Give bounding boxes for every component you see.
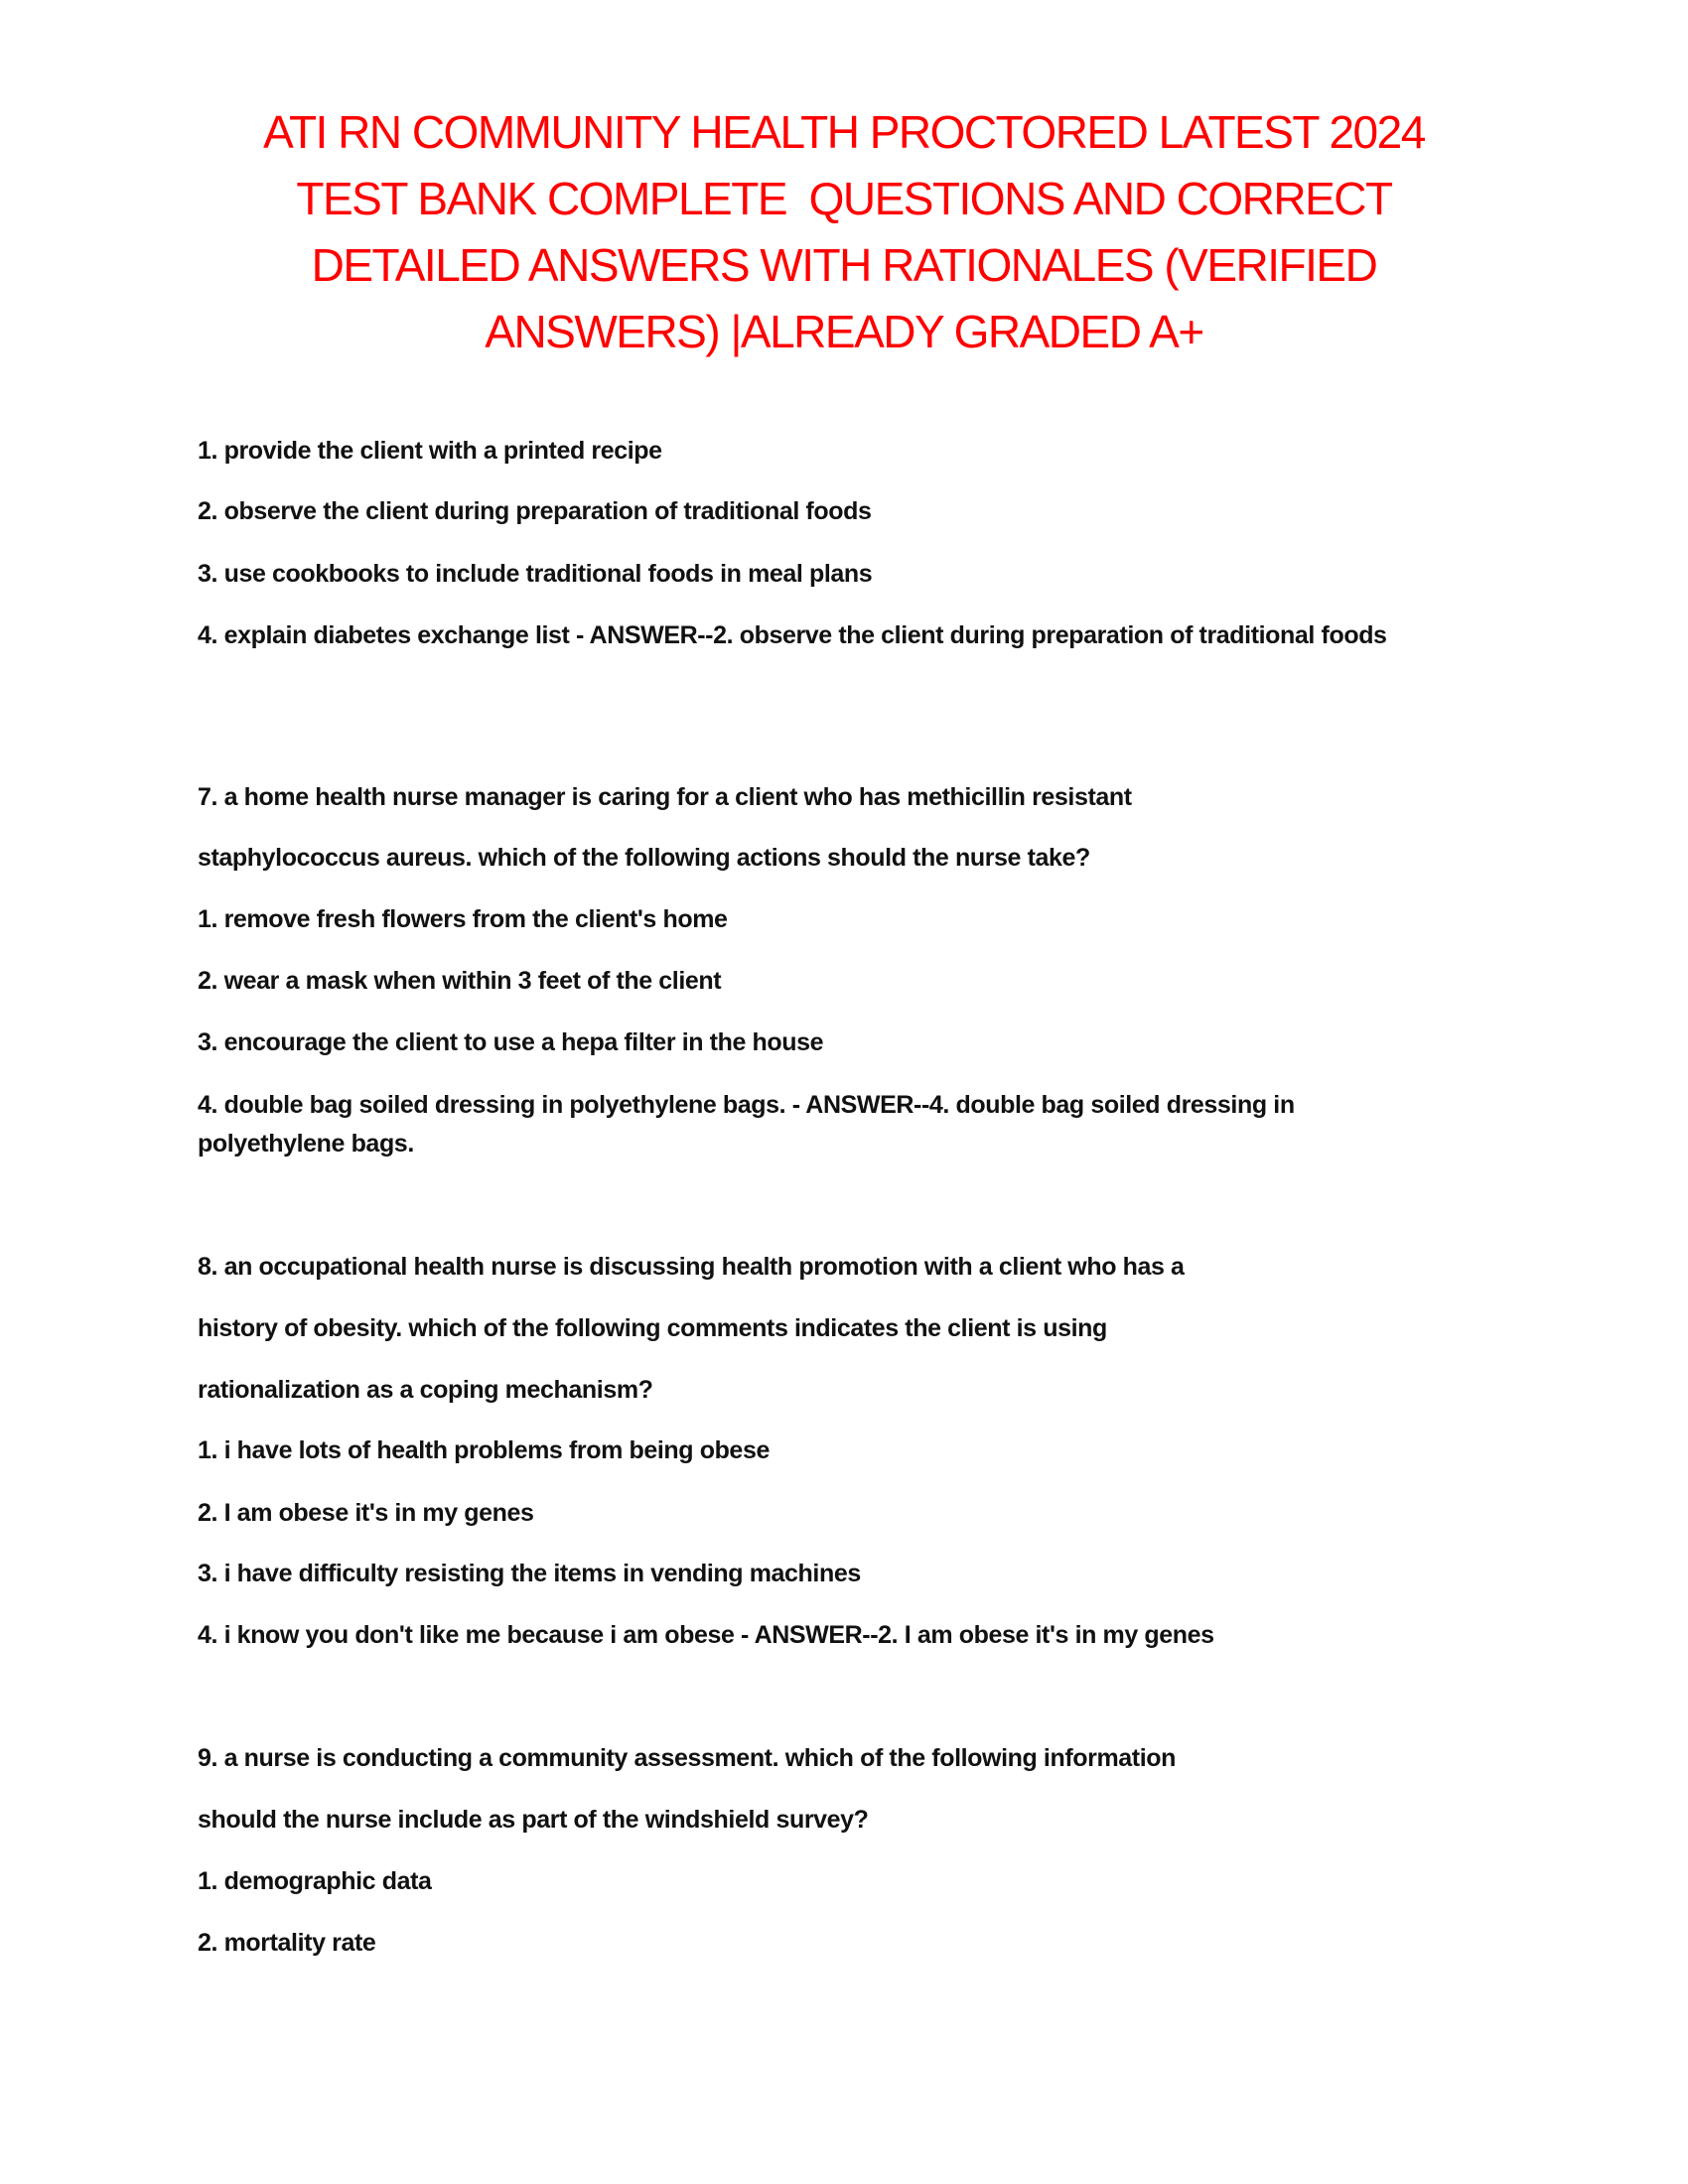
answer-option-with-answer: 4. i know you don't like me because i am obese - ANSWER--2. I am obese it's in my genes	[198, 1621, 1214, 1649]
title-line: ANSWERS) |ALREADY GRADED A+	[485, 306, 1203, 357]
answer-option: 1. remove fresh flowers from the client's home	[198, 905, 728, 933]
question-stem: should the nurse include as part of the windshield survey?	[198, 1806, 869, 1834]
answer-option: 2. wear a mask when within 3 feet of the client	[198, 967, 722, 995]
question-stem: rationalization as a coping mechanism?	[198, 1376, 653, 1404]
question-stem: staphylococcus aureus. which of the following actions should the nurse take?	[198, 844, 1090, 872]
answer-option: 2. I am obese it's in my genes	[198, 1499, 534, 1527]
question-stem: history of obesity. which of the following comments indicates the client is using	[198, 1314, 1107, 1342]
answer-option: 3. i have difficulty resisting the items in vending machines	[198, 1560, 861, 1587]
answer-option: 1. demographic data	[198, 1867, 432, 1895]
answer-option: 3. encourage the client to use a hepa filter in the house	[198, 1028, 824, 1056]
title-line: DETAILED ANSWERS WITH RATIONALES (VERIFIED	[311, 239, 1377, 291]
answer-option-with-answer: 4. double bag soiled dressing in polyethylene bags. - ANSWER--4. double bag soiled dressing in polyethylene bags.	[198, 1091, 1302, 1158]
question-stem: 7. a home health nurse manager is caring for a client who has methicillin resistant	[198, 783, 1132, 811]
title-line: ATI RN COMMUNITY HEALTH PROCTORED LATEST 2024	[263, 106, 1425, 158]
answer-option: 2. mortality rate	[198, 1929, 376, 1957]
answer-option: 1. provide the client with a printed recipe	[198, 437, 662, 465]
title-line: TEST BANK COMPLETE QUESTIONS AND CORRECT	[296, 173, 1392, 224]
question-stem: 8. an occupational health nurse is discussing health promotion with a client who has a	[198, 1253, 1185, 1281]
answer-option: 1. i have lots of health problems from being obese	[198, 1436, 770, 1464]
answer-option: 3. use cookbooks to include traditional foods in meal plans	[198, 560, 873, 588]
answer-option: 2. observe the client during preparation of traditional foods	[198, 497, 872, 525]
answer-option-with-answer: 4. explain diabetes exchange list - ANSWER--2. observe the client during preparation of traditional foods	[198, 621, 1387, 649]
question-stem: 9. a nurse is conducting a community assessment. which of the following information	[198, 1744, 1177, 1772]
document-title	[149, 99, 1539, 365]
